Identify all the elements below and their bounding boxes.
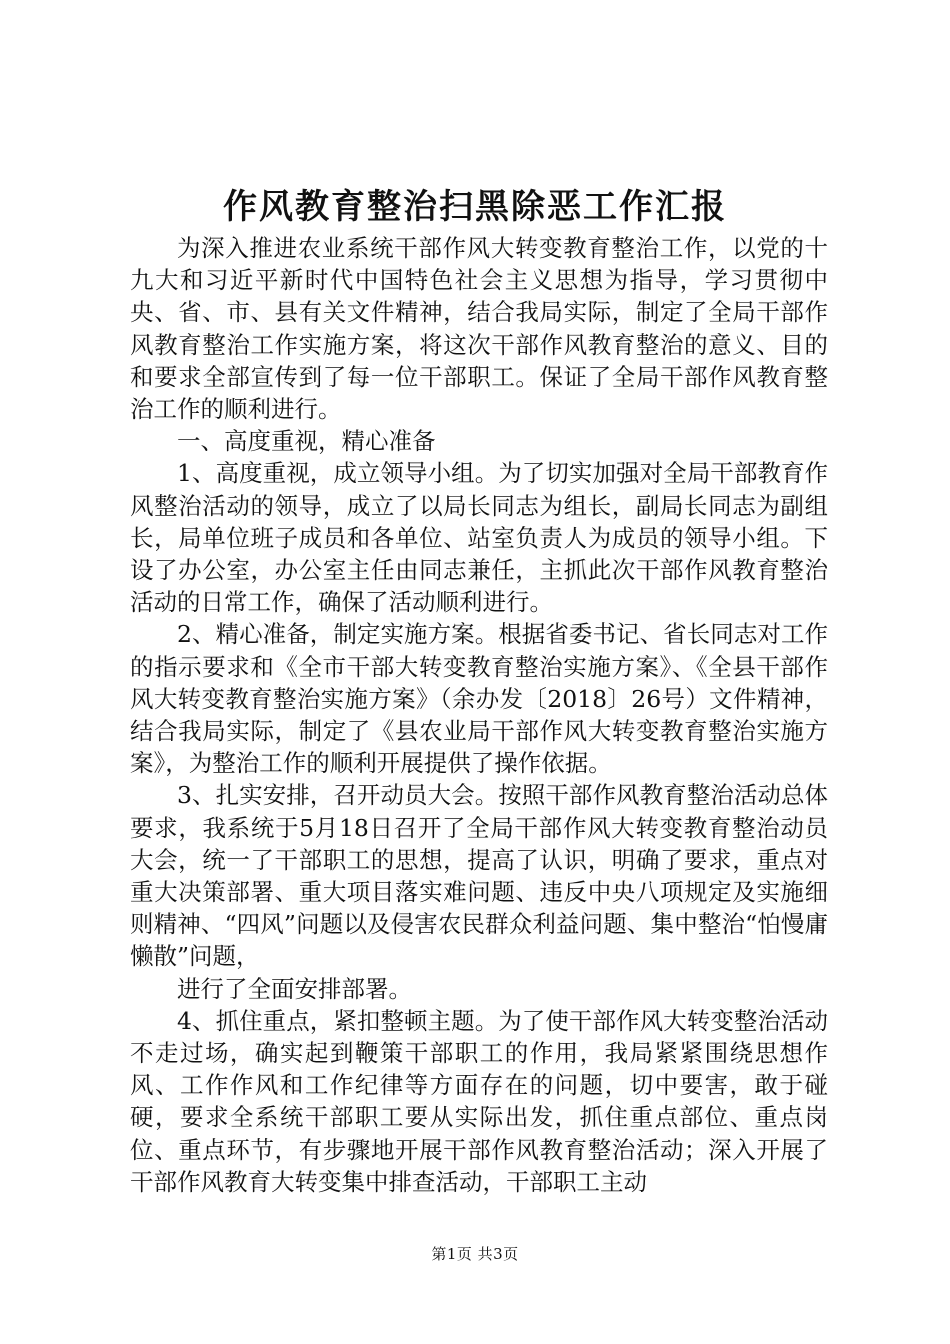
paragraph-item-3: 3、扎实安排，召开动员大会。按照干部作风教育整治活动总体要求，我系统于5月18日召开了全局干部作风大转变教育整治动员大会，统一了干部职工的思想，提高了认识，明确了要求，重点对重大决策部署、重大项目落实难问题、违反中央八项规定及实施细则精神、“四风”问题以及侵害农民群众利益问题、集中整治“怕慢庸懒散”问题， <box>130 781 828 971</box>
document-body <box>130 232 828 1198</box>
paragraph-item-3-continued: 进行了全面安排部署。 <box>177 974 412 1003</box>
page-number-footer: 第1页 共3页 <box>431 1245 519 1263</box>
paragraph-item-2: 2、精心准备，制定实施方案。根据省委书记、省长同志对工作的指示要求和《全市干部大转变教育整治实施方案》、《全县干部作风大转变教育整治实施方案》（余办发〔2018〕26号）文件精神，结合我局实际，制定了《县农业局干部作风大转变教育整治实施方案》，为整治工作的顺利开展提供了操作依据。 <box>130 620 828 778</box>
paragraph-item-1: 1、高度重视，成立领导小组。为了切实加强对全局干部教育作风整治活动的领导，成立了以局长同志为组长，副局长同志为副组长，局单位班子成员和各单位、站室负责人为成员的领导小组。下设了办公室，办公室主任由同志兼任，主抓此次干部作风教育整治活动的日常工作，确保了活动顺利进行。 <box>130 459 828 617</box>
paragraph-intro: 为深入推进农业系统干部作风大转变教育整治工作，以党的十九大和习近平新时代中国特色社会主义思想为指导，学习贯彻中央、省、市、县有关文件精神，结合我局实际，制定了全局干部作风教育整治工作实施方案，将这次干部作风教育整治的意义、目的和要求全部宣传到了每一位干部职工。保证了全局干部作风教育整治工作的顺利进行。 <box>130 234 828 424</box>
document-title: 作风教育整治扫黑除恶工作汇报 <box>223 187 727 227</box>
paragraph-item-4: 4、抓住重点，紧扣整顿主题。为了使干部作风大转变整治活动不走过场，确实起到鞭策干部职工的作用，我局紧紧围绕思想作风、工作作风和工作纪律等方面存在的问题，切中要害，敢于碰硬，要求全系统干部职工要从实际出发，抓住重点部位、重点岗位、重点环节，有步骤地开展干部作风教育整治活动；深入开展了干部作风教育大转变集中排查活动，干部职工主动 <box>130 1006 828 1196</box>
section-heading-1: 一、高度重视，精心准备 <box>177 427 436 456</box>
